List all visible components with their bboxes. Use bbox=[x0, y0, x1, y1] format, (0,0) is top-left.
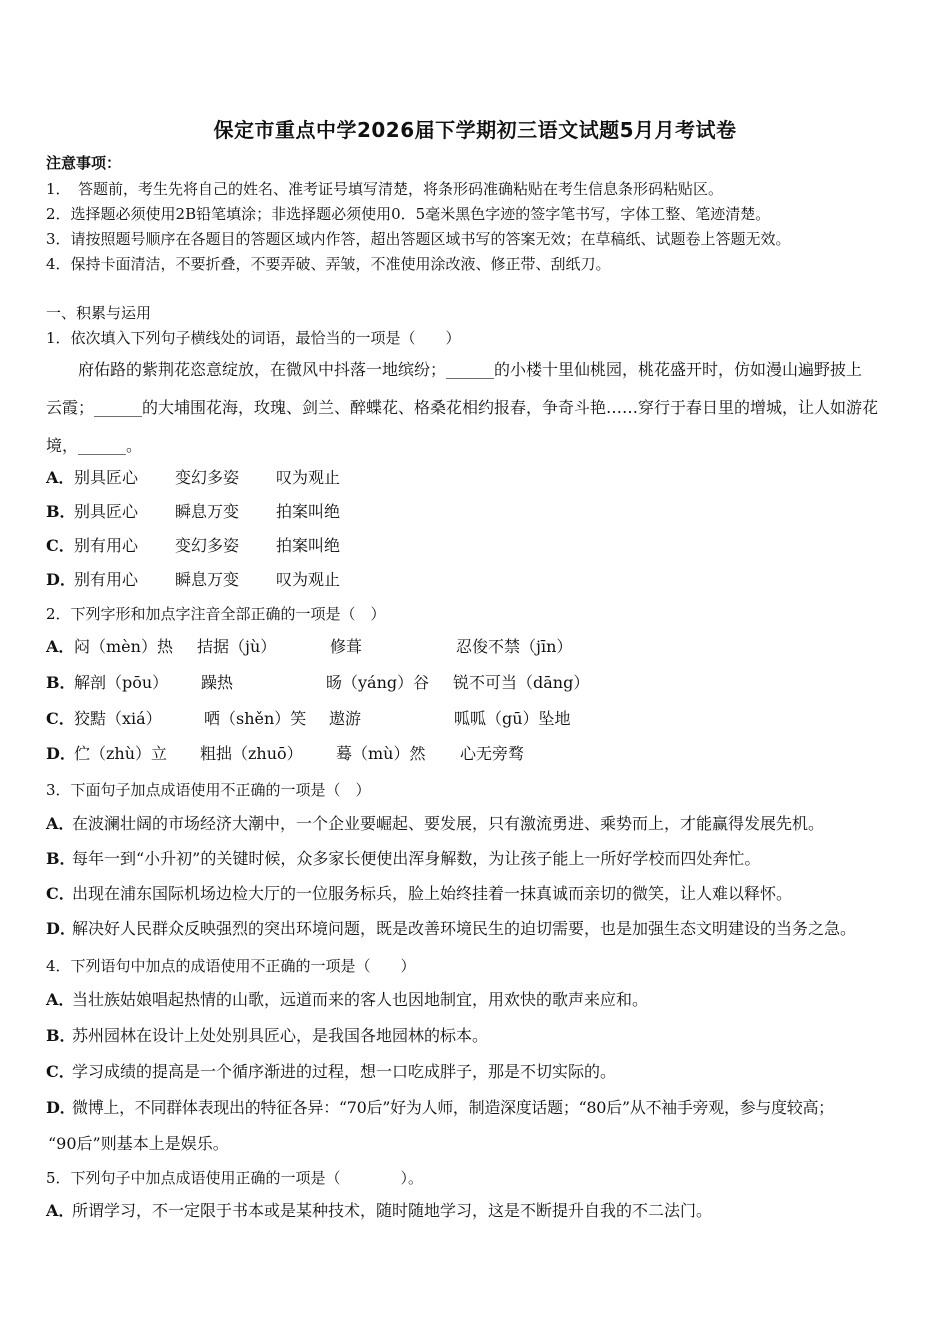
option-term: 瞬息万变 bbox=[175, 502, 240, 521]
option-text: 解决好人民群众反映强烈的突出环境问题，既是改善环境民生的迫切需要，也是加强生态文明建设的当务之急。 bbox=[72, 919, 857, 938]
option-term: 别有用心 bbox=[74, 536, 139, 555]
option-letter: B． bbox=[46, 849, 76, 868]
question-2-option-a[interactable] bbox=[46, 635, 646, 659]
option-term: 伫（zhù）立 bbox=[74, 744, 168, 763]
page-title: 保定市重点中学2026届下学期初三语文试题5月月考试卷 bbox=[213, 118, 737, 142]
option-term: 解剖（pōu） bbox=[74, 673, 169, 692]
option-term: 拮据（jù） bbox=[197, 637, 277, 656]
question-3-option-d[interactable] bbox=[46, 917, 856, 941]
question-1-passage-line: 云霞；______的大埔围花海，玫瑰、剑兰、醉蝶花、格桑花相约报春，争奇斗艳……穿行于春日里的增城，让人如游花 bbox=[46, 398, 879, 417]
question-1-option-b[interactable] bbox=[46, 500, 546, 524]
option-text: 苏州园林在设计上处处别具匠心，是我国各地园林的标本。 bbox=[72, 1026, 489, 1045]
option-term: 闷（mèn）热 bbox=[74, 637, 173, 656]
option-letter: A． bbox=[46, 990, 75, 1009]
option-text: 微博上，不同群体表现出的特征各异：“70后”好为人师，制造深度话题；“80后”从不袖手旁观，参与度较高； bbox=[72, 1098, 834, 1117]
option-letter: C． bbox=[46, 1062, 75, 1081]
option-letter: D． bbox=[46, 744, 76, 763]
question-5-stem: 5．下列句子中加点成语使用正确的一项是（ ）。 bbox=[46, 1169, 424, 1187]
option-term: 叹为观止 bbox=[276, 570, 341, 589]
option-letter: B． bbox=[46, 1026, 76, 1045]
option-term: 哂（shěn）笑 bbox=[204, 709, 307, 728]
notice-item-4: 4．保持卡面清洁，不要折叠，不要弄破、弄皱，不准使用涂改液、修正带、刮纸刀。 bbox=[46, 255, 611, 273]
question-4-option-a[interactable] bbox=[46, 988, 648, 1012]
option-term: 别有用心 bbox=[74, 570, 139, 589]
option-letter: C． bbox=[46, 709, 75, 728]
option-term: 粗拙（zhuō） bbox=[200, 744, 303, 763]
question-4-option-d-continued: “90后”则基本上是娱乐。 bbox=[48, 1134, 229, 1153]
option-letter: D． bbox=[46, 570, 76, 589]
option-letter: D． bbox=[46, 1098, 76, 1117]
question-4-option-d[interactable] bbox=[46, 1096, 834, 1120]
option-term: 呱呱（gū）坠地 bbox=[454, 709, 571, 728]
question-1-option-c[interactable] bbox=[46, 534, 546, 558]
notice-item-2: 2．选择题必须使用2B铅笔填涂；非选择题必须使用0．5毫米黑色字迹的签字笔书写，字体工整、笔迹清楚。 bbox=[46, 205, 771, 223]
option-letter: D． bbox=[46, 919, 76, 938]
question-3-option-b[interactable] bbox=[46, 847, 760, 871]
option-term: 遨游 bbox=[329, 709, 362, 728]
question-1-option-d[interactable] bbox=[46, 568, 546, 592]
question-3-option-c[interactable] bbox=[46, 882, 792, 906]
option-term: 修葺 bbox=[330, 637, 363, 656]
question-1-option-a[interactable] bbox=[46, 466, 546, 490]
option-term: 变幻多姿 bbox=[175, 536, 240, 555]
option-letter: A． bbox=[46, 814, 75, 833]
section-heading: 一、积累与运用 bbox=[46, 304, 152, 322]
option-letter: B． bbox=[46, 673, 76, 692]
question-4-option-b[interactable] bbox=[46, 1024, 488, 1048]
question-5-option-a[interactable] bbox=[46, 1199, 712, 1223]
question-1-passage-line: 府佑路的紫荆花恣意绽放，在微风中抖落一地缤纷；______的小楼十里仙桃园，桃花盛开时，仿如漫山遍野披上 bbox=[78, 360, 863, 379]
question-2-option-c[interactable] bbox=[46, 707, 646, 731]
question-4-option-c[interactable] bbox=[46, 1060, 616, 1084]
question-2-option-b[interactable] bbox=[46, 671, 646, 695]
option-text: 学习成绩的提高是一个循序渐进的过程，想一口吃成胖子，那是不切实际的。 bbox=[72, 1062, 617, 1081]
notice-item-1: 1． 答题前，考生先将自己的姓名、准考证号填写清楚，将条形码准确粘贴在考生信息条形码粘贴区。 bbox=[46, 180, 724, 198]
option-text: 当壮族姑娘唱起热情的山歌，远道而来的客人也因地制宜，用欢快的歌声来应和。 bbox=[72, 990, 649, 1009]
option-letter: B． bbox=[46, 502, 76, 521]
option-term: 拍案叫绝 bbox=[276, 536, 341, 555]
option-letter: A． bbox=[46, 1201, 75, 1220]
option-letter: A． bbox=[46, 637, 75, 656]
option-letter: C． bbox=[46, 884, 75, 903]
option-term: 蓦（mù）然 bbox=[336, 744, 426, 763]
option-term: 变幻多姿 bbox=[175, 468, 240, 487]
question-1-stem: 1．依次填入下列句子横线处的词语，最恰当的一项是（ ） bbox=[46, 329, 461, 347]
option-term: 别具匠心 bbox=[74, 468, 139, 487]
option-term: 叹为观止 bbox=[276, 468, 341, 487]
option-term: 旸（yáng）谷 bbox=[326, 673, 430, 692]
question-2-option-d[interactable] bbox=[46, 742, 646, 766]
question-1-passage-line: 境，______。 bbox=[46, 436, 143, 455]
question-3-option-a[interactable] bbox=[46, 812, 824, 836]
question-2-stem: 2．下列字形和加点字注音全部正确的一项是（ ） bbox=[46, 605, 386, 623]
option-text: 每年一到“小升初”的关键时候，众多家长便使出浑身解数，为让孩子能上一所好学校而四处奔忙。 bbox=[72, 849, 761, 868]
option-term: 躁热 bbox=[201, 673, 234, 692]
question-3-stem: 3．下面句子加点成语使用不正确的一项是（ ） bbox=[46, 781, 371, 799]
question-4-stem: 4．下列语句中加点的成语使用不正确的一项是（ ） bbox=[46, 957, 416, 975]
option-term: 瞬息万变 bbox=[175, 570, 240, 589]
option-letter: C． bbox=[46, 536, 75, 555]
option-text: 出现在浦东国际机场边检大厅的一位服务标兵，脸上始终挂着一抹真诚而亲切的微笑，让人难以释怀。 bbox=[72, 884, 793, 903]
option-letter: A． bbox=[46, 468, 75, 487]
option-term: 狡黠（xiá） bbox=[74, 709, 162, 728]
option-text: 在波澜壮阔的市场经济大潮中，一个企业要崛起、要发展，只有激流勇进、乘势而上，才能赢得发展先机。 bbox=[72, 814, 825, 833]
notice-heading: 注意事项： bbox=[46, 154, 122, 172]
option-term: 心无旁骛 bbox=[460, 744, 525, 763]
notice-item-3: 3．请按照题号顺序在各题目的答题区域内作答，超出答题区域书写的答案无效；在草稿纸、试题卷上答题无效。 bbox=[46, 230, 791, 248]
option-text: 所谓学习，不一定限于书本或是某种技术，随时随地学习，这是不断提升自我的不二法门。 bbox=[72, 1201, 713, 1220]
option-term: 忍俊不禁（jīn） bbox=[456, 637, 573, 656]
option-term: 拍案叫绝 bbox=[276, 502, 341, 521]
option-term: 别具匠心 bbox=[74, 502, 139, 521]
option-term: 锐不可当（dāng） bbox=[453, 673, 590, 692]
